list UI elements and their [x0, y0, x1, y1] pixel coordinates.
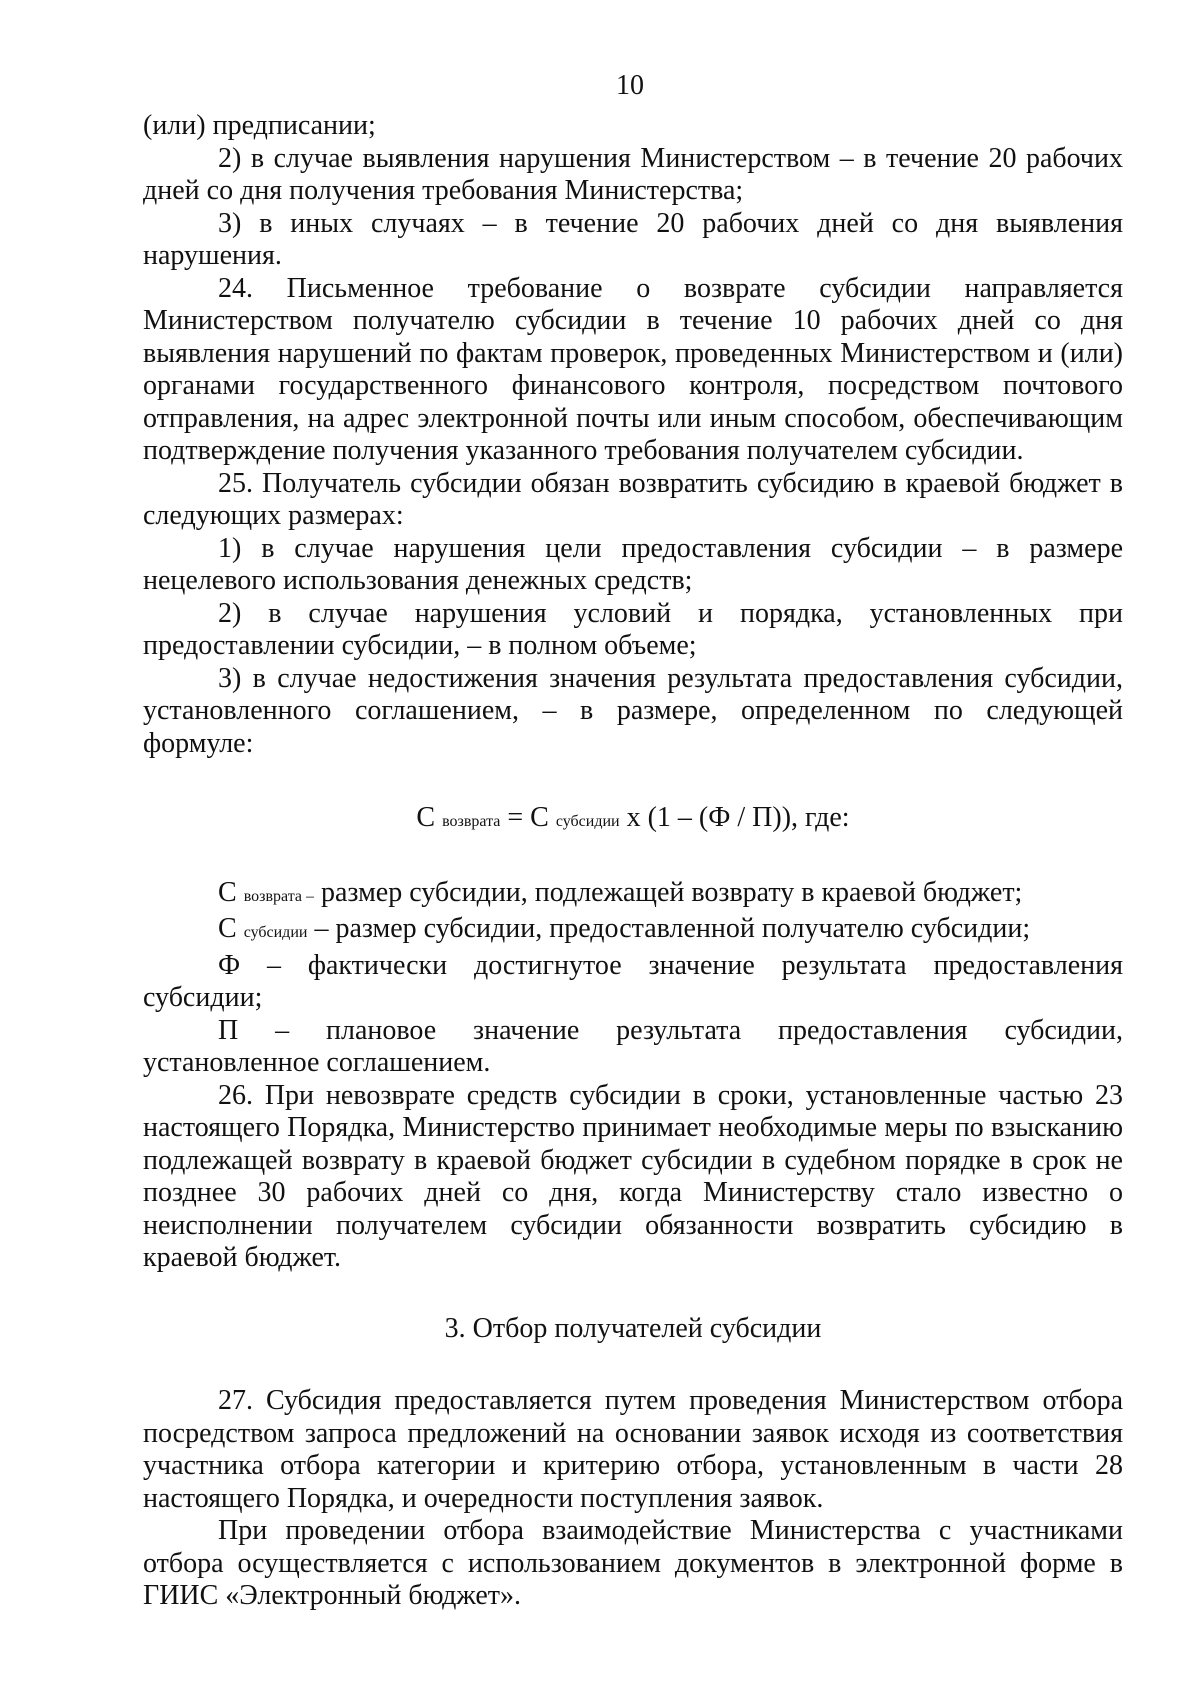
paragraph-26: 26. При невозврате средств субсидии в сроки, установленные частью 23 настоящего Порядка, Министерство принимает необходимые меры по взысканию подлежащей возврату в краевой бюджет субсидии в судебном порядке в срок не позднее 30 рабочих дней со дня, когда Министерству стало известно о неисполнении получателем субсидии обязанности возвратить субсидию в краевой бюджет. — [143, 1079, 1123, 1273]
return-formula — [143, 802, 1123, 839]
formula-c-return: С — [416, 802, 436, 833]
definition-c-return-text: размер субсидии, подлежащей возврату в краевой бюджет; — [320, 876, 1023, 908]
paragraph-25-item-3: 3) в случае недостижения значения результата предоставления субсидии, установленного соглашением, – в размере, определенном по следующей формуле: — [143, 662, 1123, 759]
definition-c-return — [143, 877, 1123, 914]
formula-rest: x (1 – (Ф / П)), где: — [626, 802, 850, 833]
definition-c-subsidy-text: – размер субсидии, предоставленной получателю субсидии; — [314, 913, 1031, 944]
definition-c-subsidy-subscript: субсидии — [243, 924, 308, 941]
formula-subscript-return: возврата — [442, 813, 501, 830]
definition-f: Ф – фактически достигнутое значение результата предоставления субсидии; — [143, 949, 1123, 1013]
paragraph-item-3: 3) в иных случаях – в течение 20 рабочих дней со дня выявления нарушения. — [143, 207, 1123, 271]
definition-c-return-symbol: С — [218, 876, 237, 908]
paragraph-27: 27. Субсидия предоставляется путем проведения Министерством отбора посредством запроса предложений на основании заявок исходя из соответствия участника отбора категории и критерию отбора, установленным в части 28 настоящего Порядка, и очередности поступления заявок. — [143, 1385, 1123, 1514]
definition-c-subsidy-symbol: С — [218, 913, 237, 944]
paragraph-25-item-2: 2) в случае нарушения условий и порядка, установленных при предоставлении субсидии, – в полном объеме; — [143, 597, 1123, 661]
page-number: 10 — [616, 70, 644, 101]
paragraph-25: 25. Получатель субсидии обязан возвратить субсидию в краевой бюджет в следующих размерах: — [143, 467, 1123, 531]
formula-subscript-subsidy: субсидии — [555, 813, 620, 830]
document-body — [143, 110, 1123, 1613]
paragraph-24: 24. Письменное требование о возврате субсидии направляется Министерством получателю субсидии в течение 10 рабочих дней со дня выявления нарушений по фактам проверок, проведенных Министерством и (или) органами государственного финансового контроля, посредством почтового отправления, на адрес электронной почты или иным способом, обеспечивающим подтверждение получения указанного требования получателем субсидии. — [143, 272, 1123, 466]
paragraph-25-item-1: 1) в случае нарушения цели предоставления субсидии – в размере нецелевого использования денежных средств; — [143, 532, 1123, 596]
paragraph-27-continued: При проведении отбора взаимодействие Министерства с участниками отбора осуществляется с использованием документов в электронной форме в ГИИС «Электронный бюджет». — [143, 1515, 1123, 1611]
formula-equals: = С — [507, 802, 549, 833]
paragraph-item-2: 2) в случае выявления нарушения Министерством – в течение 20 рабочих дней со дня получения требования Министерства; — [143, 142, 1123, 206]
definition-p: П – плановое значение результата предоставления субсидии, установленное соглашением. — [143, 1014, 1123, 1078]
definition-c-subsidy — [143, 913, 1123, 950]
section-heading: 3. Отбор получателей субсидии — [444, 1312, 822, 1344]
definition-c-return-subscript: возврата – — [243, 887, 314, 905]
paragraph-continuation: (или) предписании; — [143, 110, 376, 141]
